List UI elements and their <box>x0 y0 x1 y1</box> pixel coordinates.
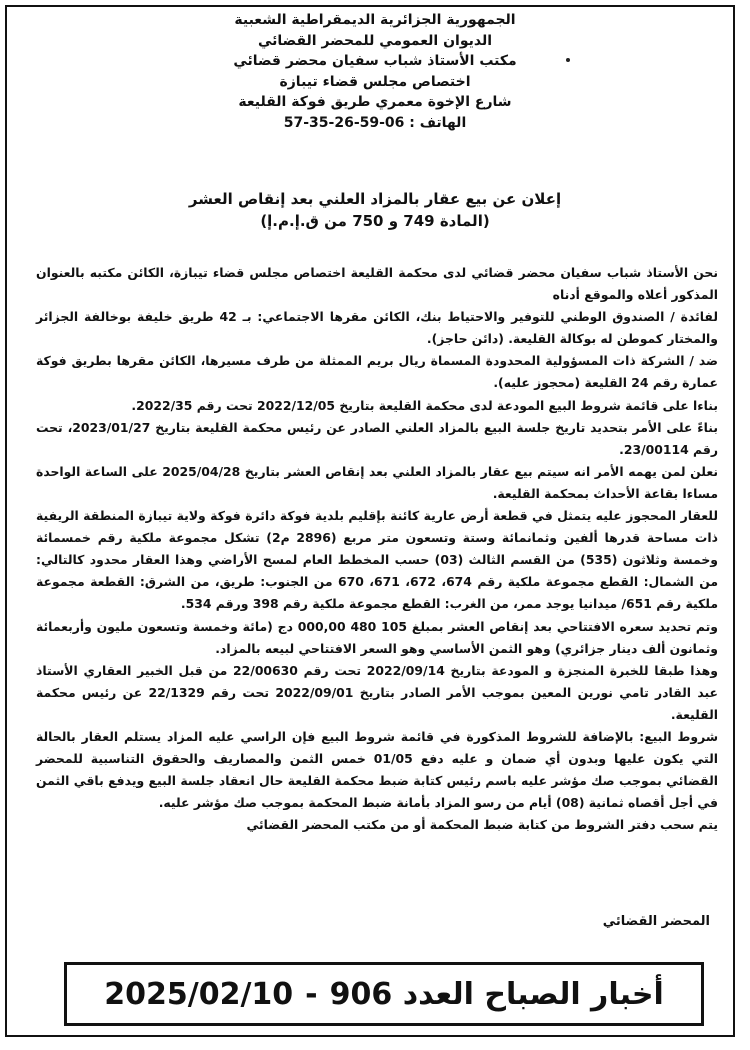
paragraph-court-order: بناءً على الأمر بتحديد تاريخ جلسة البيع بالمزاد العلني الصادر عن رئيس محكمة القليعة بتاريخ 2023/01/27، تحت رقم 23/00114. <box>36 419 718 457</box>
letterhead-line: الديوان العمومي للمحضر القضائي <box>257 32 493 49</box>
paragraph-conditions-list: بناءا على قائمة شروط البيع المودعة لدى محكمة القليعة بتاريخ 2022/12/05 تحت رقم 2022/35. <box>131 397 718 413</box>
paragraph-bailiff: نحن الأستاذ شباب سفيان محضر قضائي لدى محكمة القليعة اختصاص مجلس قضاء تيبازة، الكائن مكتبه بالعنوان المذكور أعلاه والموقع أدناه <box>36 265 718 303</box>
publication-date: 2025/02/10 <box>104 976 294 1012</box>
notice-title-articles: (المادة 749 و 750 من ق.إ.م.إ) <box>260 212 490 230</box>
letterhead-line: اختصاص مجلس قضاء تيبازة <box>279 73 471 90</box>
paragraph-property: للعقار المحجوز عليه يتمثل في قطعة أرض عارية كائنة بإقليم بلدية فوكة دائرة فوكة ولاية تيبازة المنطقة الريفية ذات مساحة قدرها ألفين وثمانمائة وستة وتسعون متر مربع (2896 م2) تشكل مجموعة ملكية رقم خمسمائة وخمسة وثلاثون (535) من القسم الثالث (03) حسب المخطط العام لمسح الأراضي وهذا العقار محدود كالتالي: من الشمال: القطع مجموعة ملكية رقم 674، 672، 671، 670 من الجنوب: طريق، من الشرق: القطعة مجموعة ملكية رقم 651/ ميدانيا يوجد ممر، من الغرب: القطع مجموعة ملكية رقم 398 ورقم 534. <box>36 508 719 612</box>
paragraph-price: وتم تحديد سعره الافتتاحي بعد إنقاص العشر بمبلغ 105 480 000,00 دج (مائة وخمسة وتسعون مليون وأربعمائة وثمانون ألف دينار جزائري) وهو الثمن الأساسي وهو السعر الافتتاحي لبيعه بالمزاد. <box>36 618 718 656</box>
signature: المحضر القضائي <box>602 914 710 929</box>
letterhead-line: مكتب الأستاذ شباب سفيان محضر قضائي <box>233 53 517 69</box>
notice-title <box>0 188 750 232</box>
paragraph-sale-terms: شروط البيع: بالإضافة للشروط المذكورة في قائمة شروط البيع فإن الراسي عليه المزاد يستلم العقار بالحالة التي يكون عليها وبدون أي ضمان و عليه دفع 01/05 خمس الثمن والمصاريف والحقوق التناسبية للمحضر القضائي بموجب صك مؤشر عليه باسم رئيس كتابة ضبط محكمة القليعة حال انعقاد جلسة البيع ويدفع باقي الثمن في أجل أقصاه ثمانية (08) أيام من رسو المزاد بأمانة ضبط المحكمة بموجب صك مؤشر عليه. <box>36 728 718 811</box>
paragraph-debtor: ضد / الشركة ذات المسؤولية المحدودة المسماة ريال بريم الممثلة من طرف مسيرها، الكائن مقرها بطريق فوكة عمارة رقم 24 القليعة (محجوز عليه). <box>36 353 718 391</box>
notice-body <box>36 262 718 836</box>
newspaper-name: أخبار الصباح <box>484 976 664 1012</box>
paragraph-creditor: لفائدة / الصندوق الوطني للتوفير والاحتياط بنك، الكائن مقرها الاجتماعي: بـ 42 طريق خليفة بوخالفة الجزائر والمختار كموطن له بوكالة القليعة. (دائن حاجز). <box>36 309 718 347</box>
letterhead <box>0 10 750 133</box>
letterhead-line: الجمهورية الجزائرية الديمقراطية الشعبية <box>234 12 516 28</box>
issue-number: 906 <box>329 976 393 1012</box>
issue-label: العدد <box>402 976 474 1012</box>
paragraph-sale-date: نعلن لمن يهمه الأمر انه سيتم بيع عقار بالمزاد العلني بعد إنقاص العشر بتاريخ 2025/04/28 على الساعة الواحدة مساءا بقاعة الأحداث بمحكمة القليعة. <box>36 463 718 501</box>
paragraph-withdrawal: يتم سحب دفتر الشروط من كتابة ضبط المحكمة أو من مكتب المحضر القضائي <box>246 817 718 833</box>
paragraph-expertise: وهذا طبقا للخبرة المنجزة و المودعة بتاريخ 2022/09/14 تحت رقم 22/00630 من قبل الخبير العقاري الأستاذ عبد القادر تامي نورين المعين بموجب الأمر الصادر بتاريخ 2022/09/01 تحت رقم 22/1329 عن رئيس محكمة القليعة. <box>36 662 718 722</box>
letterhead-line: شارع الإخوة معمري طريق فوكة القليعة <box>238 94 512 110</box>
publication-footer <box>64 962 704 1026</box>
footer-separator: - <box>305 976 318 1012</box>
letterhead-phone: الهاتف : 06-59-26-35-57 <box>283 114 467 131</box>
notice-title-main: إعلان عن بيع عقار بالمزاد العلني بعد إنقاص العشر <box>188 190 562 208</box>
